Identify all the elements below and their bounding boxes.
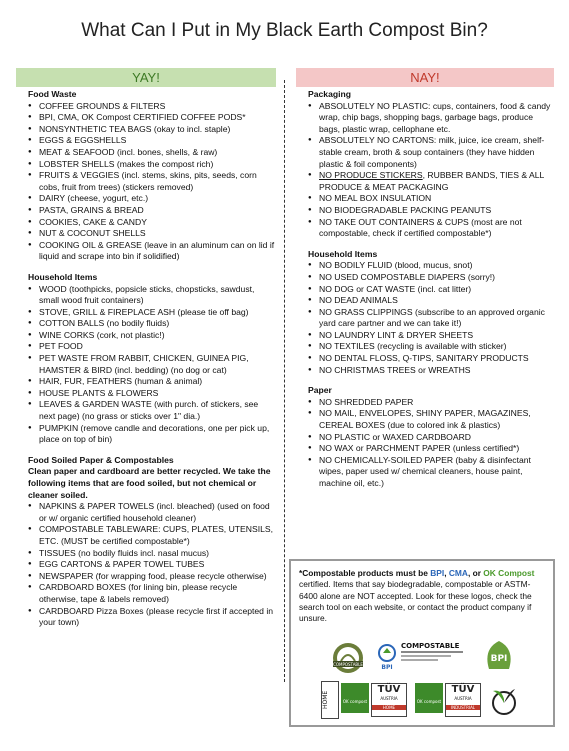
- tuv-industrial-icon: [445, 683, 481, 717]
- packaging-heading: Packaging: [308, 89, 351, 99]
- home-vertical-label: HOME: [321, 681, 339, 719]
- bpi-compostable-text: COMPOSTABLE: [401, 642, 460, 650]
- list-item: ● NO MEAL BOX INSULATION: [308, 193, 554, 205]
- notice-lead: *Compostable products must be: [299, 568, 431, 578]
- ok-compost-home-icon: [341, 683, 369, 713]
- list-item: ● NO TEXTILES (recycling is available with sticker): [308, 341, 554, 353]
- list-item: ● LEAVES & GARDEN WASTE (with purch. of stickers, see next page) (no grass or sticks over 1" dia.): [28, 399, 276, 422]
- list-item: ● COTTON BALLS (no bodily fluids): [28, 318, 276, 330]
- nay-household-heading: Household Items: [308, 248, 378, 259]
- household-heading: Household Items: [28, 271, 98, 282]
- list-item: ● PASTA, GRAINS & BREAD: [28, 205, 276, 217]
- certification-logos: [321, 639, 521, 719]
- notice-tail: certified. Items that say biodegradable, compostable or ASTM-6400 alone are NOT accepted. Look for these logos, check the search tool on each website, or contact the product company if unsure.: [299, 579, 532, 624]
- list-item: ● CARDBOARD BOXES (for lining bin, please recycle otherwise, tape & labels removed): [28, 582, 276, 605]
- list-item: ● COMPOSTABLE TABLEWARE: CUPS, PLATES, UTENSILS, ETC. (MUST be certified compostable*): [28, 524, 276, 547]
- food-soiled-note: Clean paper and cardboard are better recycled. We take the following items that are food soiled, but not chemical or cleaner soiled.: [28, 466, 271, 500]
- bpi-small-icon: [377, 643, 397, 673]
- tuv-left-tag: HOME: [372, 705, 406, 710]
- ok-compost-industrial-icon: [415, 683, 443, 713]
- list-item: ● NO SHREDDED PAPER: [308, 397, 554, 409]
- list-item: ● NO LAUNDRY LINT & DRYER SHEETS: [308, 330, 554, 342]
- list-item: ● HAIR, FUR, FEATHERS (human & animal): [28, 376, 276, 388]
- list-item: ● TISSUES (no bodily fluids incl. nasal mucus): [28, 548, 276, 560]
- list-item: ● NUT & COCONUT SHELLS: [28, 228, 276, 240]
- list-item: ● NO DEAD ANIMALS: [308, 295, 554, 307]
- list-item: ● CARDBOARD Pizza Boxes (please recycle first if accepted in your town): [28, 606, 276, 629]
- bpi-compostable-block: [401, 643, 463, 671]
- notice-sep: ,: [444, 568, 449, 578]
- list-item: ● NO DENTAL FLOSS, Q-TIPS, SANITARY PRODUCTS: [308, 353, 554, 365]
- list-item: ● NO MAIL, ENVELOPES, SHINY PAPER, MAGAZINES, CEREAL BOXES (due to colored ink & plastics): [308, 408, 554, 431]
- list-item: ● LOBSTER SHELLS (makes the compost rich): [28, 159, 276, 171]
- list-item: ● ABSOLUTELY NO PLASTIC: cups, containers, food & candy wrap, chip bags, shopping bags, garbage bags, produce bags, plastic wrap, cellophane etc.: [308, 101, 554, 136]
- list-item: ● COOKING OIL & GREASE (leave in an aluminum can on lid if liquid and scrape into bin if solidified): [28, 240, 276, 263]
- list-item: ● MEAT & SEAFOOD (incl. bones, shells, & raw): [28, 147, 276, 159]
- tuv-right-tag: INDUSTRIAL: [446, 705, 480, 710]
- list-item: ● NO USED COMPOSTABLE DIAPERS (sorry!): [308, 272, 554, 284]
- tuv-left-text: TÜV: [377, 684, 401, 695]
- tuv-right-text: TÜV: [451, 684, 475, 695]
- nay-banner: NAY!: [296, 68, 554, 87]
- list-item: ● ABSOLUTELY NO CARTONS: milk, juice, ice cream, shelf-stable cream, broth & soup containers (they have hidden plastic & foil components): [308, 135, 554, 170]
- notice-sep: , or: [467, 568, 484, 578]
- list-item: ● NO PLASTIC or WAXED CARDBOARD: [308, 432, 554, 444]
- list-item: ● NO GRASS CLIPPINGS (subscribe to an approved organic yard care partner and we can take it!): [308, 307, 554, 330]
- bpi-green-icon: [479, 639, 519, 679]
- seedling-icon: [489, 681, 519, 717]
- nay-household-list: [296, 260, 554, 376]
- packaging-list: [296, 101, 554, 240]
- list-item: ● NO PRODUCE STICKERS, RUBBER BANDS, TIES & ALL PRODUCE & MEAT PACKAGING: [308, 170, 554, 193]
- list-item: ● NO WAX or PARCHMENT PAPER (unless certified*): [308, 443, 554, 455]
- list-item: ● PET FOOD: [28, 341, 276, 353]
- list-item: ● DAIRY (cheese, yogurt, etc.): [28, 193, 276, 205]
- list-item: ● EGG CARTONS & PAPER TOWEL TUBES: [28, 559, 276, 571]
- certification-text: [299, 568, 545, 624]
- nay-paper-list: [296, 397, 554, 490]
- list-item: ● STOVE, GRILL & FIREPLACE ASH (please tie off bag): [28, 307, 276, 319]
- nay-column: [296, 68, 554, 490]
- bpi-big-text: BPI: [490, 654, 508, 664]
- food-soiled-heading: Food Soiled Paper & Compostables: [28, 454, 174, 465]
- list-item: ● NO CHEMICALLY-SOILED PAPER (baby & disinfectant wipes, paper used w/ chemical cleaners, house paint, machine oil, etc.): [308, 455, 554, 490]
- cma-text: CMA: [448, 568, 468, 578]
- ok-left-text: OK compost: [342, 699, 368, 704]
- list-item: ● FRUITS & VEGGIES (incl. stems, skins, pits, seeds, corn cobs, fruit from trees) (stickers removed): [28, 170, 276, 193]
- tuv-left-sub: AUSTRIA: [380, 696, 398, 701]
- cma-seal-icon: [327, 641, 369, 675]
- list-item: ● COFFEE GROUNDS & FILTERS: [28, 101, 276, 113]
- cma-ring-text: COMPOSTABLE: [333, 662, 363, 667]
- list-item: ● WINE CORKS (cork, not plastic!): [28, 330, 276, 342]
- ok-right-text: OK compost: [416, 699, 442, 704]
- yay-column: [16, 68, 276, 629]
- food-soiled-list: [16, 501, 276, 629]
- nay-paper-heading: Paper: [308, 385, 332, 396]
- household-list: [16, 284, 276, 446]
- list-item: ● NO BIODEGRADABLE PACKING PEANUTS: [308, 205, 554, 217]
- list-item: ● NO BODILY FLUID (blood, mucus, snot): [308, 260, 554, 272]
- food-waste-heading: Food Waste: [28, 89, 77, 99]
- list-item: ● NO CHRISTMAS TREES or WREATHS: [308, 365, 554, 377]
- list-item: ● WOOD (toothpicks, popsicle sticks, chopsticks, sawdust, small wood fruit containers): [28, 284, 276, 307]
- list-item: ● NO DOG or CAT WASTE (incl. cat litter): [308, 284, 554, 296]
- list-item: ● BPI, CMA, OK Compost CERTIFIED COFFEE PODS*: [28, 112, 276, 124]
- bpi-text: BPI: [430, 568, 445, 578]
- yay-banner: YAY!: [16, 68, 276, 87]
- column-divider: [284, 80, 285, 682]
- list-item: ● NO TAKE OUT CONTAINERS & CUPS (most are not compostable, check if certified compostable*): [308, 217, 554, 240]
- ok-compost-text: OK Compost: [483, 568, 535, 578]
- list-item: ● NEWSPAPER (for wrapping food, please recycle otherwise): [28, 571, 276, 583]
- list-item: ● NONSYNTHETIC TEA BAGS (okay to incl. staple): [28, 124, 276, 136]
- list-item: ● EGGS & EGGSHELLS: [28, 135, 276, 147]
- list-item: ● NAPKINS & PAPER TOWELS (incl. bleached) (used on food or w/ organic certified household cleaner): [28, 501, 276, 524]
- list-item: ● COOKIES, CAKE & CANDY: [28, 217, 276, 229]
- bpi-small-text: BPI: [381, 664, 393, 671]
- certification-notice: [289, 559, 555, 727]
- food-waste-list: [16, 101, 276, 263]
- tuv-home-icon: [371, 683, 407, 717]
- list-item: ● PET WASTE FROM RABBIT, CHICKEN, GUINEA PIG, HAMSTER & BIRD (incl. bedding) (no dog or cat): [28, 353, 276, 376]
- page-title: What Can I Put in My Black Earth Compost Bin?: [81, 20, 488, 41]
- list-item: ● HOUSE PLANTS & FLOWERS: [28, 388, 276, 400]
- list-item: ● PUMPKIN (remove candle and decorations, one per pick up, place on top of bin): [28, 423, 276, 446]
- tuv-right-sub: AUSTRIA: [454, 696, 472, 701]
